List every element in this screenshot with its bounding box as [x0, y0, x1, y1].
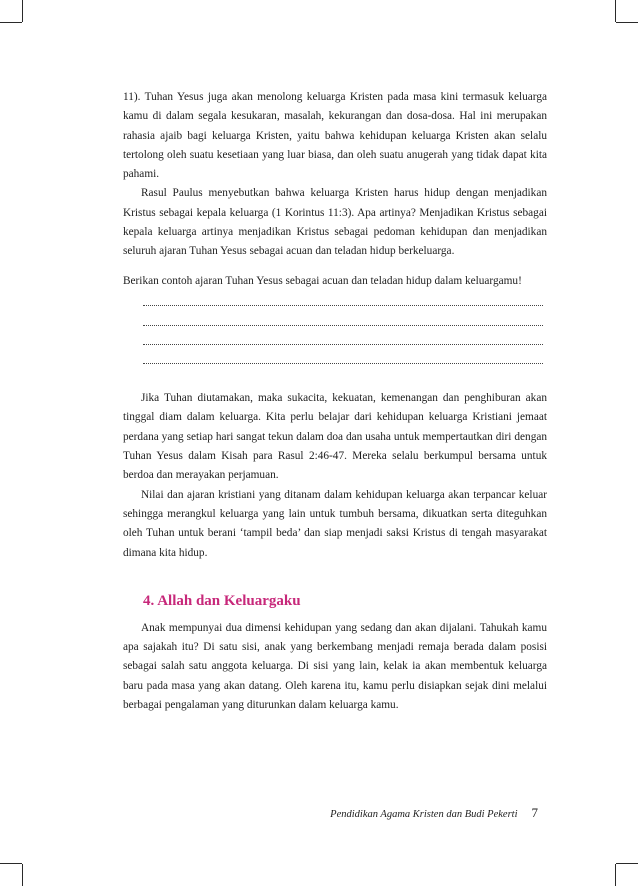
answer-line[interactable]: [143, 351, 543, 370]
paragraph: Anak mempunyai dua dimensi kehidupan yang sedang dan akan dijalani. Tahukah kamu apa sajakah itu? Di satu sisi, anak yang berkembang menjadi remaja berada dalam posisi sebagai salah satu anggota keluarga. Di sisi yang lain, kelak ia akan membentuk keluarga baru pada masa yang akan datang. Oleh karena itu, kamu perlu disiapkan sejak dini melalui berbagai pengalaman yang diturunkan dalam keluarga kamu.: [123, 621, 547, 712]
section-number: 4.: [143, 592, 155, 609]
crop-mark: [0, 863, 22, 864]
question-prompt: Berikan contoh ajaran Tuhan Yesus sebagai acuan dan teladan hidup dalam keluargamu!: [123, 274, 522, 287]
paragraph: Rasul Paulus menyebutkan bahwa keluarga Kristen harus hidup dengan menjadikan Kristus sebagai kepala keluarga (1 Korintus 11:3). Apa artinya? Menjadikan Kristus sebagai kepala keluarga artinya menjadikan Kristus sebagai pedoman kehidupan dan menjadikan seluruh ajaran Tuhan Yesus sebagai acuan dan teladan hidup berkeluarga.: [123, 187, 547, 258]
paragraph: Jika Tuhan diutamakan, maka sukacita, kekuatan, kemenangan dan penghiburan akan tinggal diam dalam keluarga. Kita perlu belajar dari kehidupan keluarga Kristiani jemaat perdana yang setiap hari sangat tekun dalam doa dan usaha untuk mempertautkan diri dengan Tuhan Yesus dalam Kisah para Rasul 2:46-47. Mereka selalu berkumpul bersama untuk berdoa dan merayakan perjamuan.: [123, 392, 547, 482]
crop-mark: [615, 864, 616, 886]
crop-mark: [616, 22, 638, 23]
page-body: [123, 88, 547, 715]
crop-mark: [615, 0, 616, 22]
answer-line[interactable]: [143, 332, 543, 351]
crop-mark: [22, 0, 23, 22]
paragraph: Nilai dan ajaran kristiani yang ditanam dalam kehidupan keluarga akan terpancar keluar sehingga merangkul keluarga yang lain untuk tumbuh bersama, dikuatkan serta diteguhkan oleh Tuhan untuk berani ‘tampil beda’ dan siap menjadi saksi Kristus di tengah masyarakat dimana kita hidup.: [123, 488, 547, 559]
section-title: Allah dan Keluargaku: [157, 592, 301, 609]
crop-mark: [616, 863, 638, 864]
page-footer: [330, 805, 538, 821]
section-heading: [143, 591, 547, 611]
answer-area[interactable]: [143, 293, 547, 370]
crop-mark: [22, 864, 23, 886]
page-number: 7: [531, 805, 538, 820]
crop-mark: [0, 22, 22, 23]
book-title: Pendidikan Agama Kristen dan Budi Pekerti: [330, 809, 518, 820]
paragraph: 11). Tuhan Yesus juga akan menolong keluarga Kristen pada masa kini termasuk keluarga kamu di dalam segala kesukaran, masalah, kekurangan dan dosa-dosa. Hal ini merupakan rahasia ajaib bagi keluarga Kristen, yaitu bahwa kehidupan keluarga Kristen akan selalu tertolong oleh suatu kesetiaan yang luar biasa, dan oleh suatu anugerah yang tidak dapat kita pahami.: [123, 91, 547, 181]
answer-line[interactable]: [143, 312, 543, 331]
answer-line[interactable]: [143, 293, 543, 312]
